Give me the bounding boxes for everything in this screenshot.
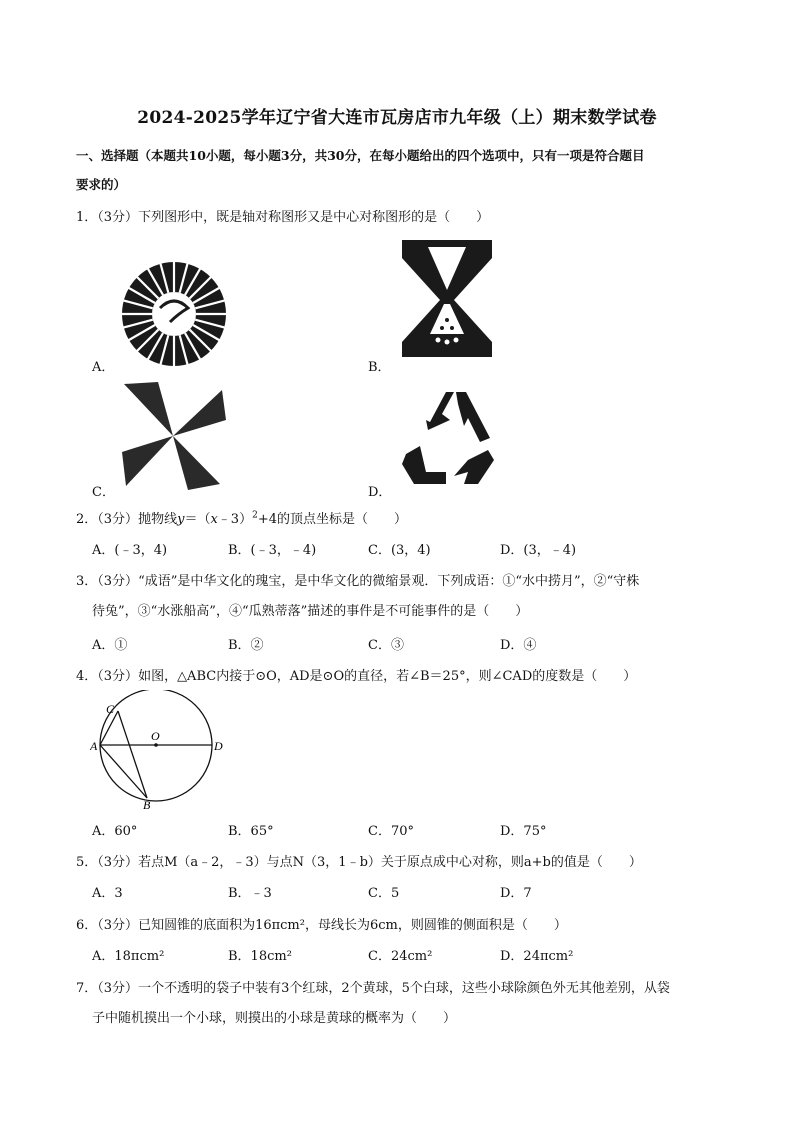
- q4-option-d: D．75°: [500, 824, 547, 839]
- question-text: “成语”是中华文化的瑰宝，是中华文化的微缩景观．下列成语：①“水中捞月”，②“守株: [138, 574, 640, 589]
- question-number: 6．: [76, 918, 98, 933]
- q3-option-a: A．①: [92, 638, 128, 653]
- q3-option-b: B．②: [228, 638, 264, 653]
- question-number: 2．: [76, 512, 98, 527]
- q6-option-d: D．24πcm²: [500, 949, 574, 964]
- var-y: y: [177, 512, 185, 527]
- q4-option-c: C．70°: [368, 824, 414, 839]
- question-6: [76, 914, 567, 933]
- q2-option-a: A．(﹣3，4): [92, 543, 168, 558]
- q2-option-b: B．(﹣3，﹣4): [228, 543, 317, 558]
- question-1: [76, 206, 489, 225]
- question-text: 若点M（a﹣2，﹣3）与点N（3，1﹣b）关于原点成中心对称，则a+b的值是（ ）: [138, 855, 642, 870]
- q5-option-b: B．﹣3: [228, 886, 272, 901]
- section-heading-line1: 一、选择题（本题共10小题，每小题3分，共30分，在每小题给出的四个选项中，只有一项是符合题目: [76, 148, 645, 163]
- question-score: （3分）: [97, 855, 139, 870]
- section-heading-line2: 要求的）: [76, 177, 127, 192]
- q2-option-d: D．(3，﹣4): [500, 543, 577, 558]
- question-text: 下列图形中，既是轴对称图形又是中心对称图形的是（ ）: [138, 210, 490, 225]
- q6-option-b: B．18cm²: [228, 949, 292, 964]
- question-score: （3分）: [97, 574, 139, 589]
- question-text: 已知圆锥的底面积为16πcm²，母线长为6cm，则圆锥的侧面积是（ ）: [138, 918, 567, 933]
- question-number: 7．: [76, 981, 98, 996]
- question-number: 1．: [76, 210, 98, 225]
- option-b-hourglass-figure: [398, 238, 496, 360]
- label-b: B: [143, 798, 151, 810]
- question-score: （3分）: [97, 512, 139, 527]
- question-score: （3分）: [97, 210, 139, 225]
- question-5: [76, 851, 642, 870]
- q3-option-c: C．③: [368, 638, 404, 653]
- question-text: 一个不透明的袋子中装有3个红球，2个黄球，5个白球，这些小球除颜色外无其他差别，从袋: [138, 981, 670, 996]
- q5-option-d: D．7: [500, 886, 532, 901]
- question-text: 抛物线: [138, 512, 178, 527]
- q4-option-b: B．65°: [228, 824, 274, 839]
- q3-option-d: D．④: [500, 638, 537, 653]
- option-d-label: D．: [368, 485, 392, 500]
- question-score: （3分）: [97, 669, 139, 684]
- center-point: [154, 743, 158, 747]
- option-c-label: C．: [92, 485, 115, 500]
- question-7-line2: 子中随机摸出一个小球，则摸出的小球是黄球的概率为（ ）: [92, 1011, 457, 1026]
- label-c: C: [106, 702, 115, 716]
- question-number: 4．: [76, 669, 98, 684]
- var-x: x: [210, 512, 218, 527]
- question-3-line2: 待兔”，③“水涨船高”，④“瓜熟蒂落”描述的事件是不可能事件的是（ ）: [92, 604, 529, 619]
- question-3: [76, 570, 639, 589]
- label-o: O: [151, 729, 160, 743]
- exponent: 2: [252, 510, 258, 521]
- question-4: [76, 665, 636, 684]
- question-2: [76, 508, 407, 527]
- question-score: （3分）: [97, 918, 139, 933]
- question-text: ＝（: [184, 512, 211, 527]
- question-number: 3．: [76, 574, 98, 589]
- option-a-ring-figure: [118, 258, 230, 370]
- exam-title: 2024-2025学年辽宁省大连市瓦房店市九年级（上）期末数学试卷: [137, 108, 657, 128]
- label-a: A: [90, 739, 98, 753]
- option-a-label: A．: [92, 360, 115, 375]
- question-text: 如图，△ABC内接于⊙O，AD是⊙O的直径，若∠B＝25°，则∠CAD的度数是（ ）: [138, 669, 637, 684]
- circle-geometry-figure: [90, 690, 230, 810]
- q5-option-a: A．3: [92, 886, 123, 901]
- q5-option-c: C．5: [368, 886, 400, 901]
- question-text: ﹣3）: [217, 512, 253, 527]
- label-d: D: [214, 739, 223, 753]
- q4-option-a: A．60°: [92, 824, 138, 839]
- option-b-label: B．: [368, 360, 391, 375]
- question-7: [76, 977, 670, 996]
- question-score: （3分）: [97, 981, 139, 996]
- q6-option-a: A．18πcm²: [92, 949, 165, 964]
- question-text: +4的顶点坐标是（ ）: [257, 512, 407, 527]
- q6-option-c: C．24cm²: [368, 949, 433, 964]
- q2-option-c: C．(3，4): [368, 543, 431, 558]
- option-c-fan-figure: [118, 380, 228, 492]
- option-d-recycle-figure: [398, 380, 498, 488]
- ring-spokes: [121, 261, 227, 367]
- segment-cb: [118, 711, 147, 798]
- question-number: 5．: [76, 855, 98, 870]
